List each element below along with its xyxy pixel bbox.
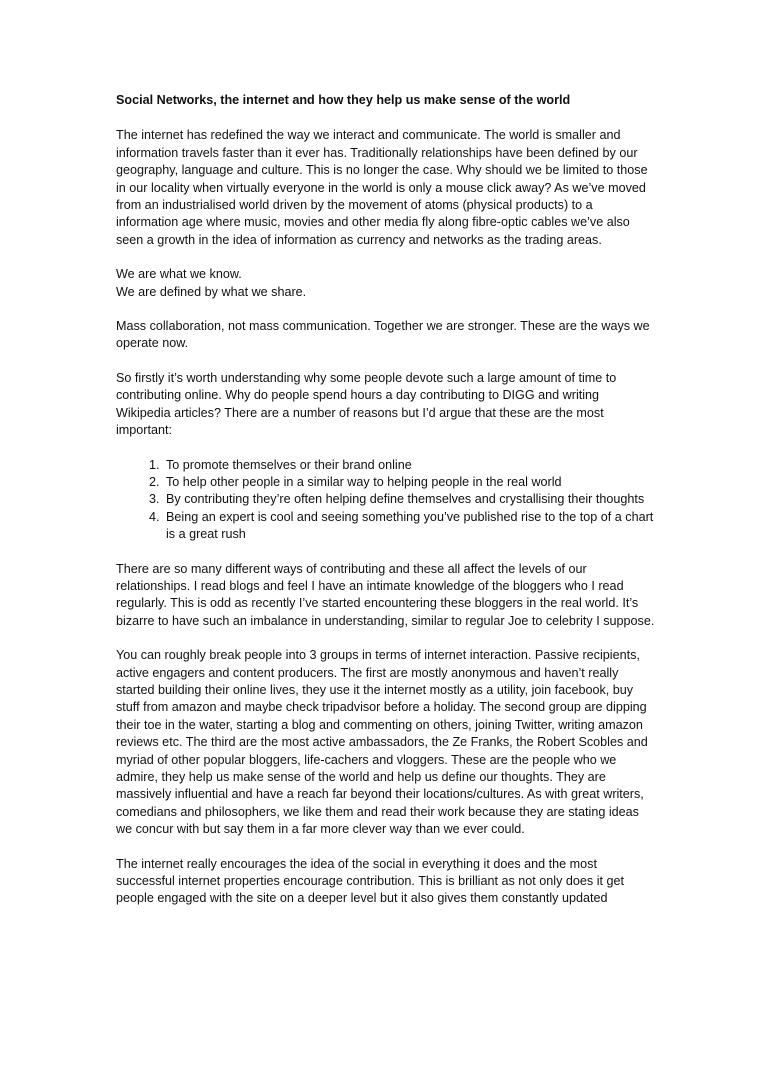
document-page (116, 92, 656, 925)
list-item: 4. Being an expert is cool and seeing something you’ve published rise to the top of a chart is a great rush (163, 509, 656, 544)
statement-share: We are defined by what we share. (116, 284, 307, 299)
intro-paragraph: The internet has redefined the way we interact and communicate. The world is smaller and information travels faster than it ever has. Traditionally relationships have been defined by our geography, language and culture. This is no longer the case. Why should we be limited to those in our locality when virtually everyone in the world is only a mouse click away? As we’ve moved from an industrialised world driven by the movement of atoms (physical products) to a information age where music, movies and other media fly along fibre-optic cables we’ve also seen a growth in the idea of information as currency and networks as the trading areas. (116, 128, 648, 247)
statement-know: We are what we know. (116, 267, 242, 282)
relationships-paragraph: There are so many different ways of contributing and these all affect the levels of our relationships. I read blogs and feel I have an intimate knowledge of the bloggers who I read regularly. This is odd as recently I’ve started encountering these bloggers in the real world. It’s bizarre to have such an imbalance in understanding, similar to regular Joe to celebrity I suppose. (116, 561, 655, 628)
collaboration-paragraph: Mass collaboration, not mass communication. Together we are stronger. These are the ways we operate now. (116, 319, 650, 351)
contribution-reasons-intro: So firstly it’s worth understanding why some people devote such a large amount of time to contributing online. Why do people spend hours a day contributing to DIGG and writing Wikipedia articles? There are a number of reasons but I’d argue that these are the most important: (116, 370, 617, 438)
statements-paragraph (116, 266, 656, 301)
list-item: 3. By contributing they’re often helping define themselves and crystallising their thoughts (163, 491, 656, 508)
document-title: Social Networks, the internet and how they help us make sense of the world (116, 93, 571, 107)
reasons-list (116, 457, 656, 544)
social-paragraph: The internet really encourages the idea of the social in everything it does and the most successful internet properties encourage contribution. This is brilliant as not only does it get people engaged with the site on a deeper level but it also gives them constantly updated (116, 856, 624, 906)
list-item: 1. To promote themselves or their brand online (163, 457, 656, 474)
list-item: 2. To help other people in a similar way to helping people in the real world (163, 474, 656, 491)
groups-paragraph: You can roughly break people into 3 groups in terms of internet interaction. Passive recipients, active engagers and content producers. The first are mostly anonymous and haven’t really started building their online lives, they use it the internet mostly as a utility, join facebook, buy stuff from amazon and maybe check tripadvisor before a holiday. The second group are dipping their toe in the water, starting a blog and commenting on others, joining Twitter, writing amazon reviews etc. The third are the most active ambassadors, the Ze Franks, the Robert Scobles and myriad of other popular bloggers, life-cachers and vloggers. These are the people who we admire, they help us make sense of the world and help us define our thoughts. They are massively influential and have a reach far beyond their locations/cultures. As with great writers, comedians and philosophers, we like them and read their work because they are stating ideas we concur with but say them in a far more clever way than we ever could. (116, 648, 648, 837)
